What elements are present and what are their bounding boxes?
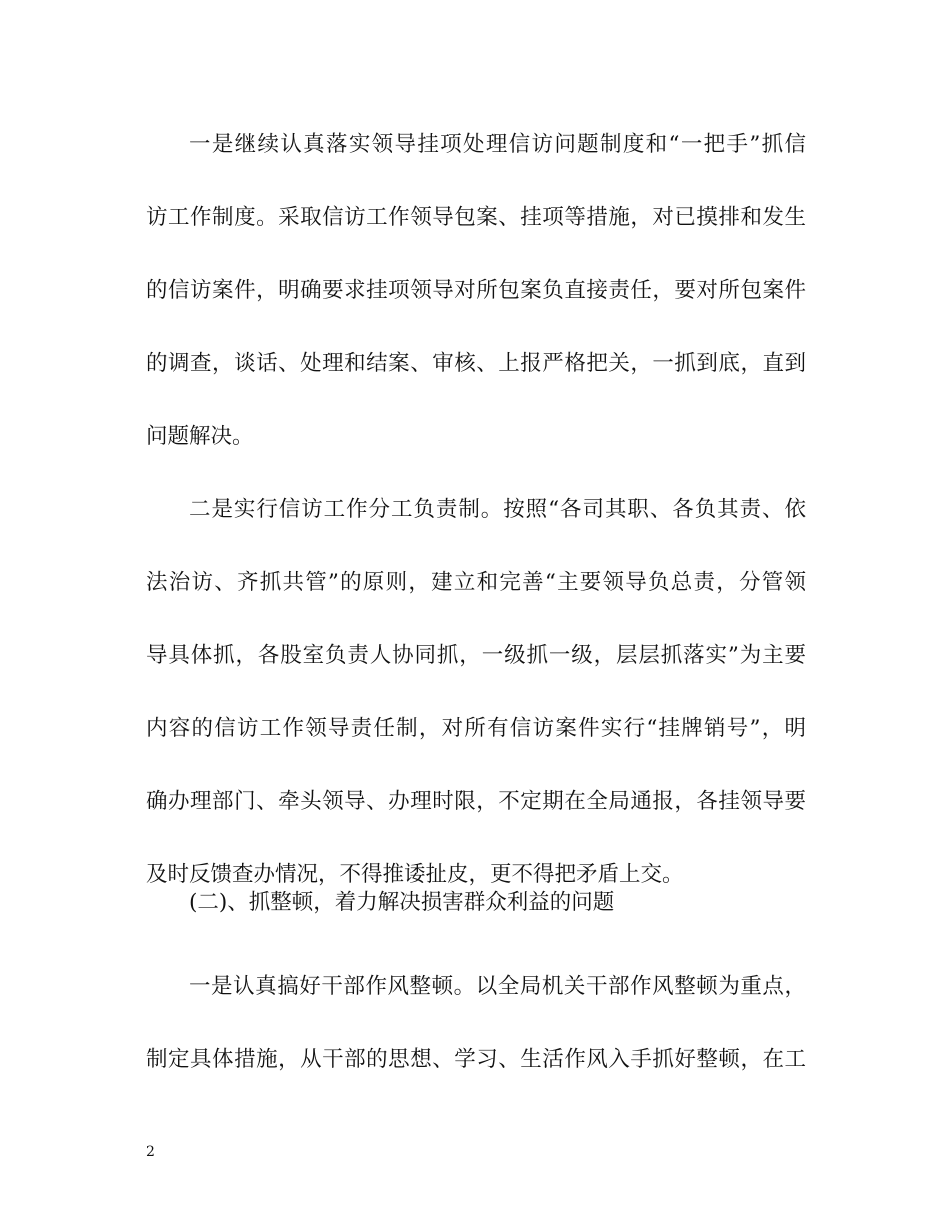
text-line: 的调查，谈话、处理和结案、审核、上报严格把关，一抓到底，直到: [146, 351, 806, 376]
text-line: 确办理部门、牵头领导、办理时限，不定期在全局通报，各挂领导要: [146, 789, 806, 814]
text-line: 访工作制度。采取信访工作领导包案、挂项等措施，对已摸排和发生: [146, 205, 806, 230]
text-line: 的信访案件，明确要求挂项领导对所包案负直接责任，要对所包案件: [146, 278, 806, 303]
text-line: 问题解决。: [146, 424, 254, 449]
text-line: 导具体抓，各股室负责人协同抓，一级抓一级，层层抓落实”为主要: [146, 643, 806, 668]
text-line: 二是实行信访工作分工负责制。按照“各司其职、各负其责、依: [189, 497, 806, 522]
paragraph-division-responsibility: [146, 473, 806, 911]
text-line: 及时反馈查办情况，不得推诿扯皮，更不得把矛盾上交。: [146, 862, 684, 887]
text-line: 一是认真搞好干部作风整顿。以全局机关干部作风整顿为重点，: [189, 974, 806, 999]
paragraph-leader-responsibility: [146, 108, 806, 473]
page-number: 2: [146, 1144, 155, 1160]
heading-text: (二)、抓整顿，着力解决损害群众利益的问题: [189, 890, 615, 915]
text-line: 制定具体措施，从干部的思想、学习、生活作风入手抓好整顿，在工: [146, 1047, 806, 1072]
text-line: 内容的信访工作领导责任制，对所有信访案件实行“挂牌销号”，明: [146, 716, 806, 741]
text-line: 法治访、齐抓共管”的原则，建立和完善“主要领导负总责，分管领: [146, 570, 806, 595]
text-line: 一是继续认真落实领导挂项处理信访问题制度和“一把手”抓信: [189, 132, 806, 157]
section-heading: [146, 883, 806, 923]
paragraph-cadre-rectification: [146, 950, 806, 1096]
